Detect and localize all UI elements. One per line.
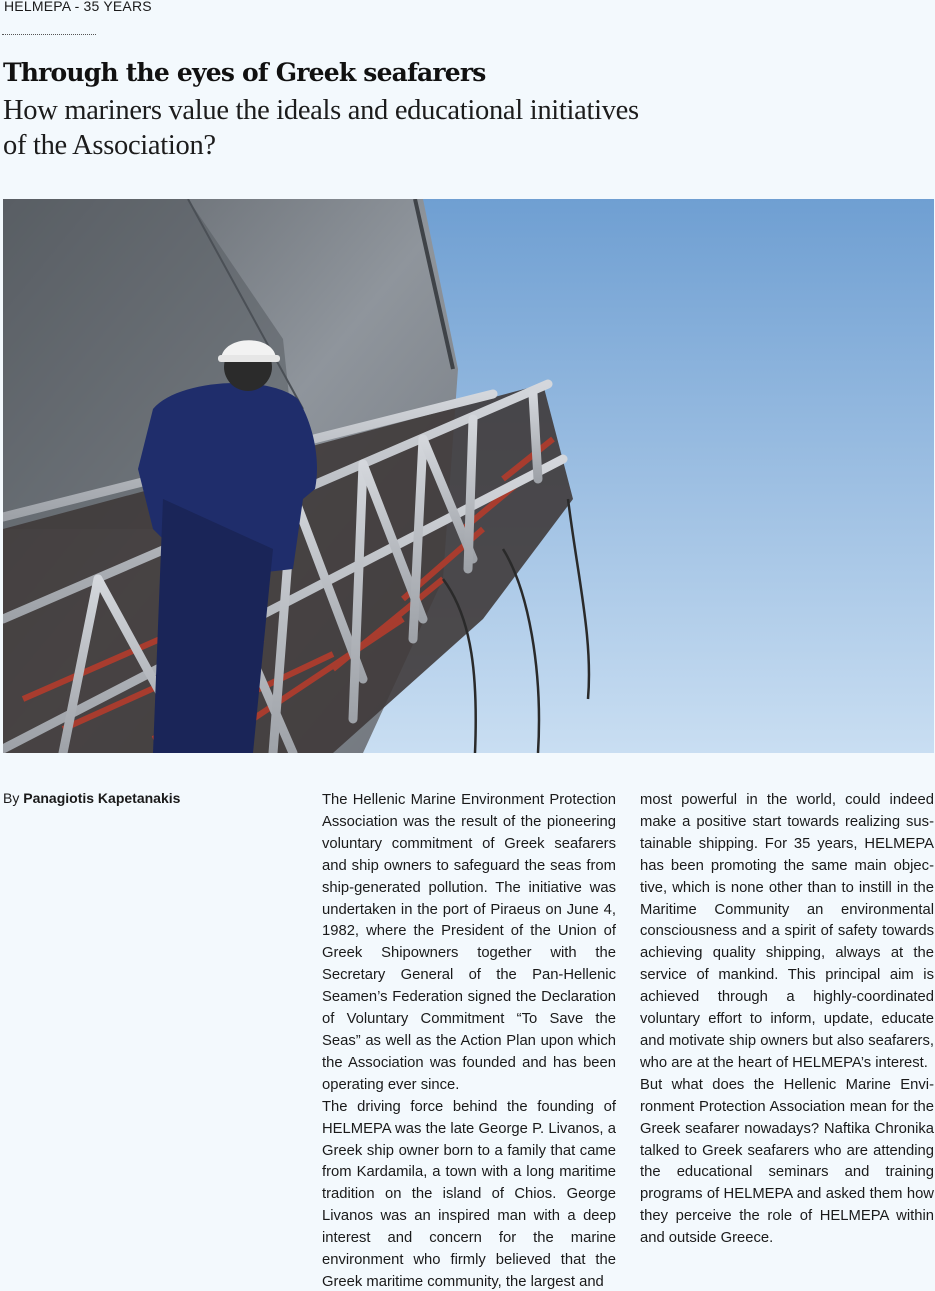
author-name: Panagiotis Kapetanakis [23, 790, 181, 806]
article-subtitle [3, 93, 763, 163]
seafarer-on-gangway-image [3, 199, 934, 753]
paragraph: But what does the Hellenic Marine Environment Protection Association mean for the Greek seafarer nowadays? Naftika Chronika talked to Greek seafarers who are attending the educational seminars and training programs of HELMEPA and asked them how they perceive the role of HELMEPA within and outside Greece. [640, 1076, 934, 1247]
subtitle-line-1: How mariners value the ideals and educational initiatives [3, 95, 639, 126]
paragraph: The driving force behind the founding of HELMEPA was the late George P. Livanos, a Greek ship owner born to a family that came from Kardamila, a town with a long maritime tradition on the island of Chios. George Livanos was an inspired man with a deep interest and concern for the marine environment who firmly believed that the Greek maritime community, the largest and [322, 1098, 616, 1290]
subtitle-line-2: of the Association? [3, 130, 216, 161]
header-divider [2, 34, 96, 35]
paragraph: The Hellenic Marine Environment Protection Association was the result of the pioneering voluntary commitment of Greek seafarers and ship owners to safeguard the seas from ship-generated pollution. The initiative was undertaken in the port of Piraeus on June 4, 1982, where the President of the Union of Greek Shipowners together with the Secretary General of the Pan-Hellenic Seamen’s Federation signed the Declaration of Voluntary Commitment “To Save the Seas” as well as the Action Plan upon which the Association was founded and has been operating ever since. [322, 792, 616, 1093]
article-column-2 [640, 790, 934, 1250]
byline-prefix: By [3, 790, 20, 806]
section-label: HELMEPA - 35 YEARS [4, 0, 152, 14]
article-title: Through the eyes of Greek seafarers [3, 58, 486, 87]
byline [3, 790, 180, 806]
paragraph: most powerful in the world, could indeed make a positive start towards realizing sustainable shipping. For 35 years, HELMEPA has been promoting the same main objective, which is none other than to instill in the Maritime Community an environmental consciousness and a spirit of safety towards achieving quality shipping, always at the service of mankind. This principal aim is achieved through a highly-coordinated voluntary effort to inform, update, educate and motivate ship owners but also seafarers, who are at the heart of HELMEPA’s interest. [640, 792, 934, 1071]
article-column-1 [322, 790, 616, 1291]
